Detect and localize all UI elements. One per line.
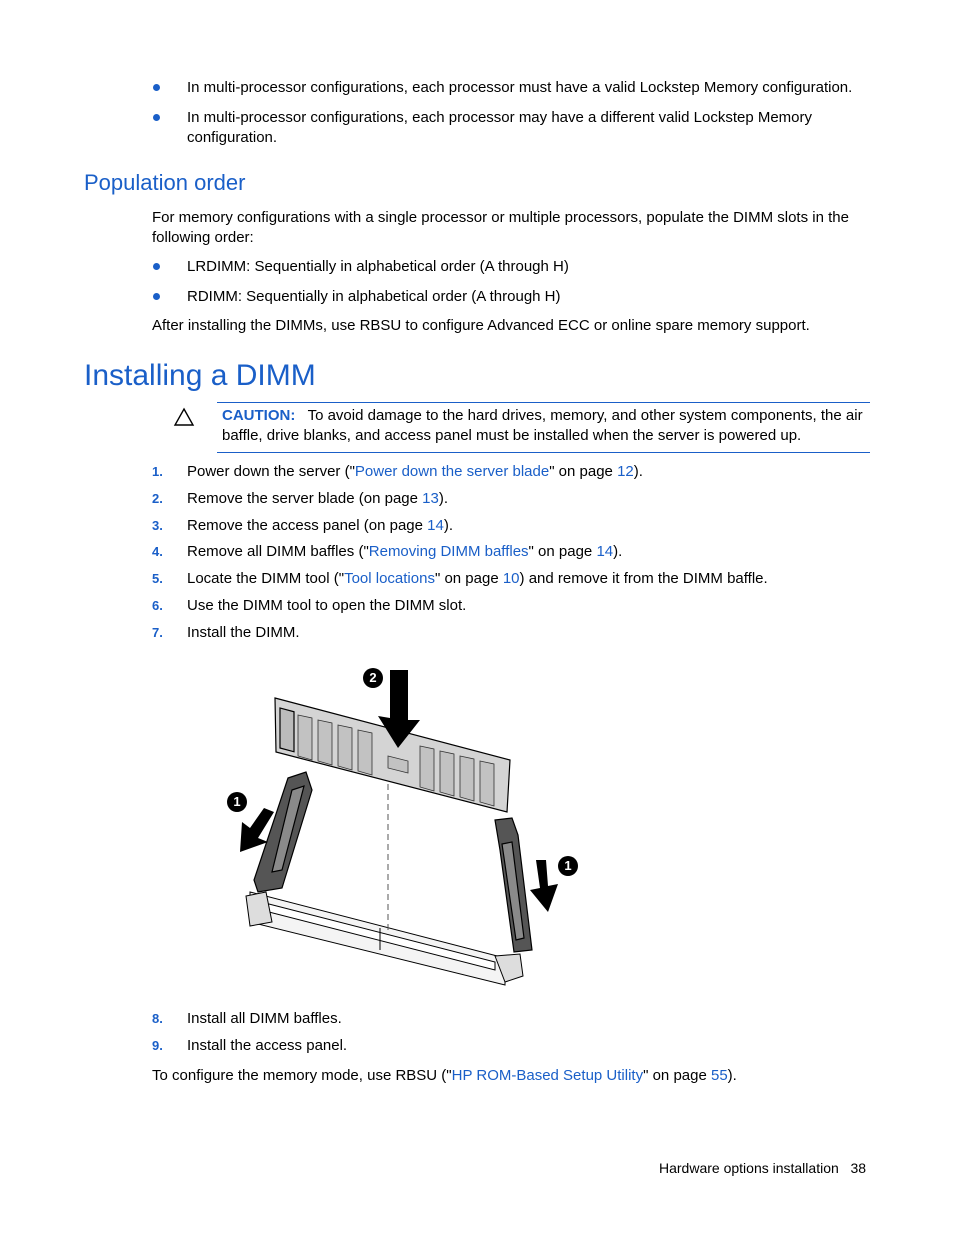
callout-1-right-label: 1 [564, 858, 572, 873]
step-text: Remove the access panel (on page [187, 517, 428, 534]
step-5 [187, 569, 768, 589]
step-text: Power down the server (" [187, 463, 355, 480]
footer-page-number: 38 [850, 1160, 867, 1176]
caution-text-cont: baffle, drive blanks, and access panel must be installed when the server is powered up. [222, 427, 802, 444]
bullet-marker [153, 263, 160, 270]
step-text: ). [438, 490, 448, 507]
left-latch [254, 772, 312, 892]
page-link[interactable]: 13 [422, 490, 439, 507]
step-text: " on page [528, 543, 597, 560]
link-hp-rom-based-setup-utility[interactable]: HP ROM-Based Setup Utility [451, 1067, 644, 1084]
step-text: ) and remove it from the DIMM baffle. [519, 570, 768, 587]
caution-line-1: To avoid damage to the hard drives, memory, and other system components, the air [307, 407, 863, 424]
population-paragraph: For memory configurations with a single processor or multiple processors, populate the DIMM slots in the [152, 209, 849, 226]
step-text: Remove the server blade (on page [187, 490, 423, 507]
callout-1-left-label: 1 [233, 794, 241, 809]
dimm-socket [246, 892, 523, 985]
population-bullet-lrdimm: LRDIMM: Sequentially in alphabetical order (A through H) [187, 258, 569, 275]
step-6: Use the DIMM tool to open the DIMM slot. [187, 597, 467, 614]
population-order-heading: Population order [84, 170, 246, 195]
intro-bullet-2: In multi-processor configurations, each processor may have a different valid Lockstep Memory [187, 109, 813, 126]
note-text: " on page [643, 1067, 711, 1084]
step-8: Install all DIMM baffles. [187, 1010, 342, 1027]
bullet-marker [153, 293, 160, 300]
latch-arrow-right-icon [530, 860, 558, 912]
page-link[interactable]: 12 [617, 463, 634, 480]
step-number: 6. [152, 598, 163, 613]
caution-bottom-rule [217, 452, 870, 453]
link-removing-dimm-baffles[interactable]: Removing DIMM baffles [368, 543, 529, 560]
page-link[interactable]: 14 [596, 543, 614, 560]
step-1 [187, 462, 643, 482]
population-paragraph-cont: following order: [152, 229, 254, 246]
step-number: 7. [152, 625, 163, 640]
link-tool-locations[interactable]: Tool locations [344, 570, 435, 587]
link-power-down-server-blade[interactable]: Power down the server blade [354, 463, 550, 480]
callout-2-label: 2 [369, 670, 377, 685]
step-text: " on page [434, 570, 503, 587]
footer-section: Hardware options installation [659, 1160, 839, 1176]
intro-bullet-1: In multi-processor configurations, each processor must have a valid Lockstep Memory configuration. [187, 79, 853, 96]
step-7: Install the DIMM. [187, 624, 300, 641]
step-text: ). [613, 543, 623, 560]
step-9: Install the access panel. [187, 1037, 348, 1054]
dimm-installation-figure [220, 660, 600, 1000]
caution-text [222, 406, 863, 426]
step-number: 2. [152, 491, 163, 506]
right-latch [495, 818, 532, 952]
caution-triangle-icon [173, 407, 195, 427]
caution-label: CAUTION: [222, 407, 296, 424]
intro-bullet-2-cont: configuration. [187, 129, 278, 146]
page-link[interactable]: 55 [710, 1067, 728, 1084]
step-number: 8. [152, 1011, 163, 1026]
step-3 [187, 516, 453, 536]
step-text: Remove all DIMM baffles (" [187, 543, 369, 560]
step-number: 1. [152, 464, 163, 479]
population-after: After installing the DIMMs, use RBSU to configure Advanced ECC or online spare memory support. [152, 317, 810, 334]
bullet-marker [153, 114, 160, 121]
page-link[interactable]: 14 [427, 517, 444, 534]
step-2 [187, 489, 448, 509]
footer [659, 1158, 866, 1178]
page-link[interactable]: 10 [502, 570, 520, 587]
rbsu-note [152, 1066, 737, 1086]
caution-top-rule [217, 402, 870, 403]
step-text: ). [633, 463, 643, 480]
step-number: 4. [152, 544, 163, 559]
step-text: " on page [549, 463, 618, 480]
note-text: ). [727, 1067, 737, 1084]
step-text: ). [443, 517, 454, 534]
installing-dimm-heading: Installing a DIMM [84, 359, 316, 392]
step-text: Locate the DIMM tool (" [187, 570, 345, 587]
step-number: 9. [152, 1038, 163, 1053]
step-number: 5. [152, 571, 163, 586]
step-number: 3. [152, 518, 163, 533]
note-text: To configure the memory mode, use RBSU (" [152, 1067, 452, 1084]
population-bullet-rdimm: RDIMM: Sequentially in alphabetical order (A through H) [187, 288, 561, 305]
step-4 [187, 542, 622, 562]
bullet-marker [153, 84, 160, 91]
